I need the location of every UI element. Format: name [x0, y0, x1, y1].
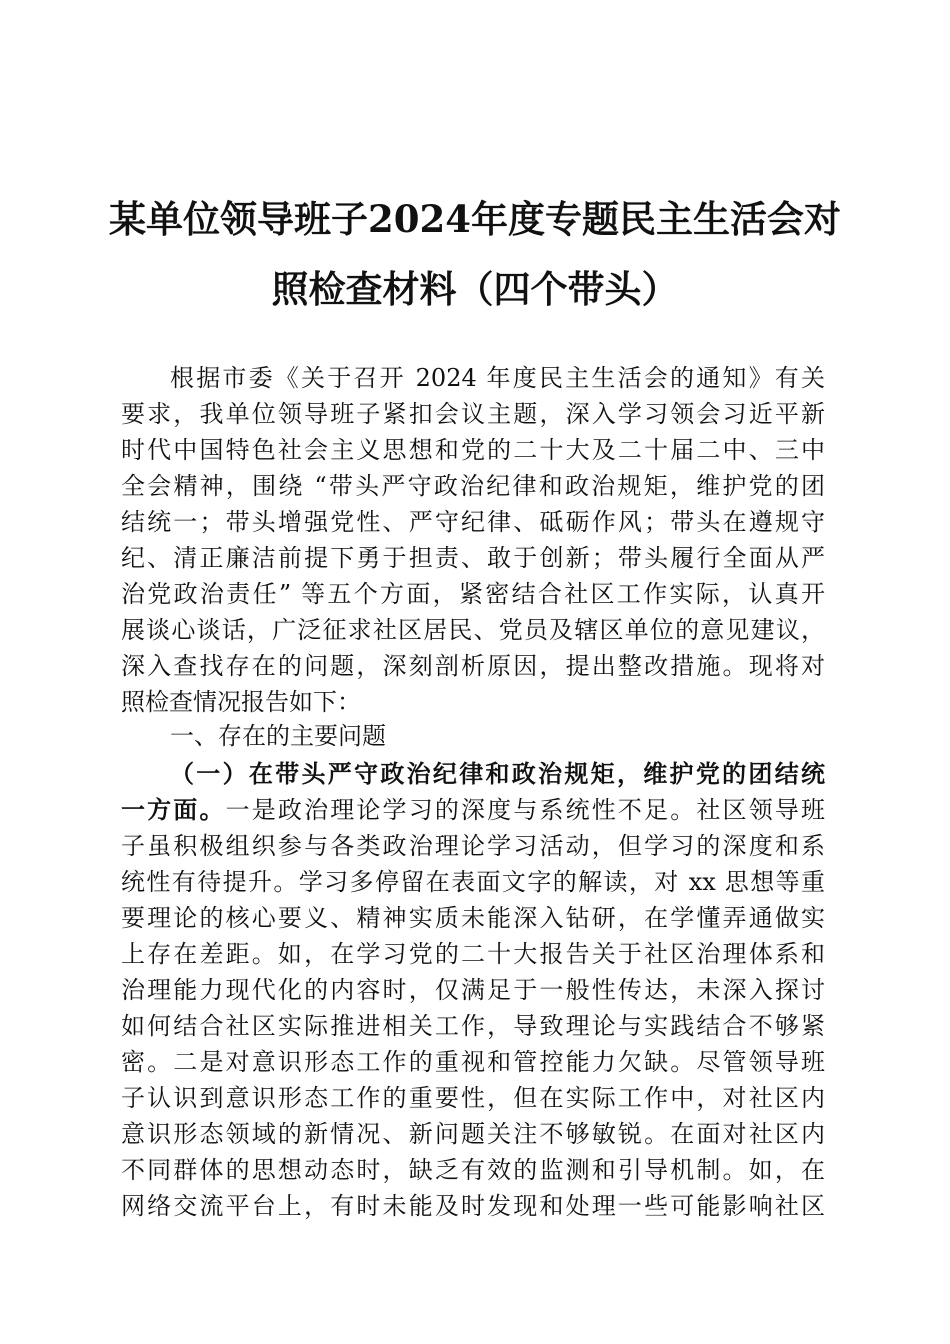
- paragraph-text: 一是政治理论学习的深度与系统性不足。社区领导班: [225, 796, 826, 824]
- paragraph-line-mixed: [121, 792, 825, 828]
- paragraph-line: 子认识到意识形态工作的重要性，但在实际工作中，对社区内: [121, 1084, 825, 1112]
- paragraph-line: 根据市委《关于召开 2024 年度民主生活会的通知》有关: [170, 364, 825, 392]
- paragraph-line: 子虽积极组织参与各类政治理论学习活动，但学习的深度和系: [121, 832, 825, 860]
- subsection-heading: （一）在带头严守政治纪律和政治规矩，维护党的团结统: [170, 759, 825, 788]
- paragraph-line: 要求，我单位领导班子紧扣会议主题，深入学习领会习近平新: [121, 400, 825, 428]
- paragraph-line: 不同群体的思想动态时，缺乏有效的监测和引导机制。如，在: [121, 1156, 825, 1184]
- document-title-line-2: 照检查材料（四个带头）: [271, 267, 679, 311]
- subsection-heading-end: 一方面。: [121, 795, 226, 824]
- paragraph-line: 要理论的核心要义、精神实质未能深入钻研，在学懂弄通做实: [121, 904, 825, 932]
- paragraph-line: 展谈心谈话，广泛征求社区居民、党员及辖区单位的意见建议，: [121, 616, 825, 644]
- paragraph-line: 结统一；带头增强党性、严守纪律、砥砺作风；带头在遵规守: [121, 508, 825, 536]
- paragraph-line: 时代中国特色社会主义思想和党的二十大及二十届二中、三中: [121, 436, 825, 464]
- paragraph-line: 纪、清正廉洁前提下勇于担责、敢于创新；带头履行全面从严: [121, 544, 825, 572]
- paragraph-line: 照检查情况报告如下：: [121, 688, 361, 716]
- paragraph-line: 治党政治责任” 等五个方面，紧密结合社区工作实际，认真开: [121, 580, 825, 608]
- paragraph-line: 如何结合社区实际推进相关工作，导致理论与实践结合不够紧: [121, 1012, 825, 1040]
- paragraph-line: 密。二是对意识形态工作的重视和管控能力欠缺。尽管领导班: [121, 1048, 825, 1076]
- paragraph-line: 上存在差距。如，在学习党的二十大报告关于社区治理体系和: [121, 940, 825, 968]
- paragraph-line: 网络交流平台上，有时未能及时发现和处理一些可能影响社区: [121, 1192, 825, 1220]
- section-heading: 一、存在的主要问题: [170, 722, 386, 750]
- paragraph-line: 意识形态领域的新情况、新问题关注不够敏锐。在面对社区内: [121, 1120, 825, 1148]
- paragraph-line: 深入查找存在的问题，深刻剖析原因，提出整改措施。现将对: [121, 652, 825, 680]
- paragraph-line: 治理能力现代化的内容时，仅满足于一般性传达，未深入探讨: [121, 976, 825, 1004]
- document-title-line-1: 某单位领导班子2024年度专题民主生活会对: [109, 197, 841, 241]
- paragraph-line: 统性有待提升。学习多停留在表面文字的解读，对 xx 思想等重: [121, 868, 825, 896]
- paragraph-line: 全会精神，围绕 “带头严守政治纪律和政治规矩，维护党的团: [121, 472, 825, 500]
